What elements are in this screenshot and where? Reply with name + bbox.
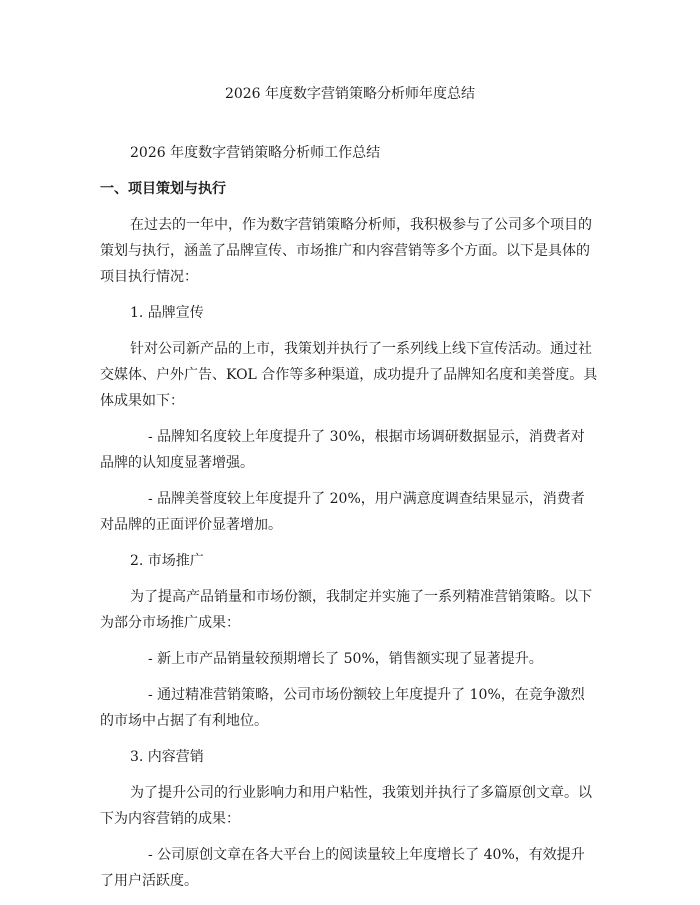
item-title-marketing: 2. 市场推广 (130, 553, 204, 569)
item-desc-brand: 针对公司新产品的上市，我策划并执行了一系列线上线下宣传活动。通过社交媒体、户外广告、KOL 合作等多种渠道，成功提升了品牌知名度和美誉度。具体成果如下： (100, 341, 598, 409)
section-heading: 一、项目策划与执行 (100, 181, 226, 197)
item-title-brand: 1. 品牌宣传 (130, 305, 204, 321)
item-title-content: 3. 内容营销 (130, 749, 204, 765)
bullet-sales-growth: - 新上市产品销量较预期增长了 50%，销售额实现了显著提升。 (148, 651, 543, 667)
section-intro: 在过去的一年中，作为数字营销策略分析师，我积极参与了公司多个项目的策划与执行，涵盖了品牌宣传、市场推广和内容营销等多个方面。以下是具体的项目执行情况： (100, 217, 592, 285)
document-body (100, 176, 598, 904)
item-desc-content: 为了提升公司的行业影响力和用户粘性，我策划并执行了多篇原创文章。以下为内容营销的成果： (100, 785, 592, 827)
bullet-brand-reputation: - 品牌美誉度较上年度提升了 20%，用户满意度调查结果显示，消费者对品牌的正面评价显著增加。 (100, 491, 585, 533)
bullet-content-reads: - 公司原创文章在各大平台上的阅读量较上年度增长了 40%，有效提升了用户活跃度。 (100, 847, 585, 889)
bullet-market-share: - 通过精准营销策略，公司市场份额较上年度提升了 10%，在竞争激烈的市场中占据了有利地位。 (100, 687, 585, 729)
item-desc-marketing: 为了提高产品销量和市场份额，我制定并实施了一系列精准营销策略。以下为部分市场推广成果： (100, 589, 592, 631)
document-subtitle: 2026 年度数字营销策略分析师工作总结 (130, 145, 381, 161)
bullet-brand-awareness: - 品牌知名度较上年度提升了 30%，根据市场调研数据显示，消费者对品牌的认知度显著增强。 (100, 429, 585, 471)
document-title: 2026 年度数字营销策略分析师年度总结 (224, 86, 476, 102)
